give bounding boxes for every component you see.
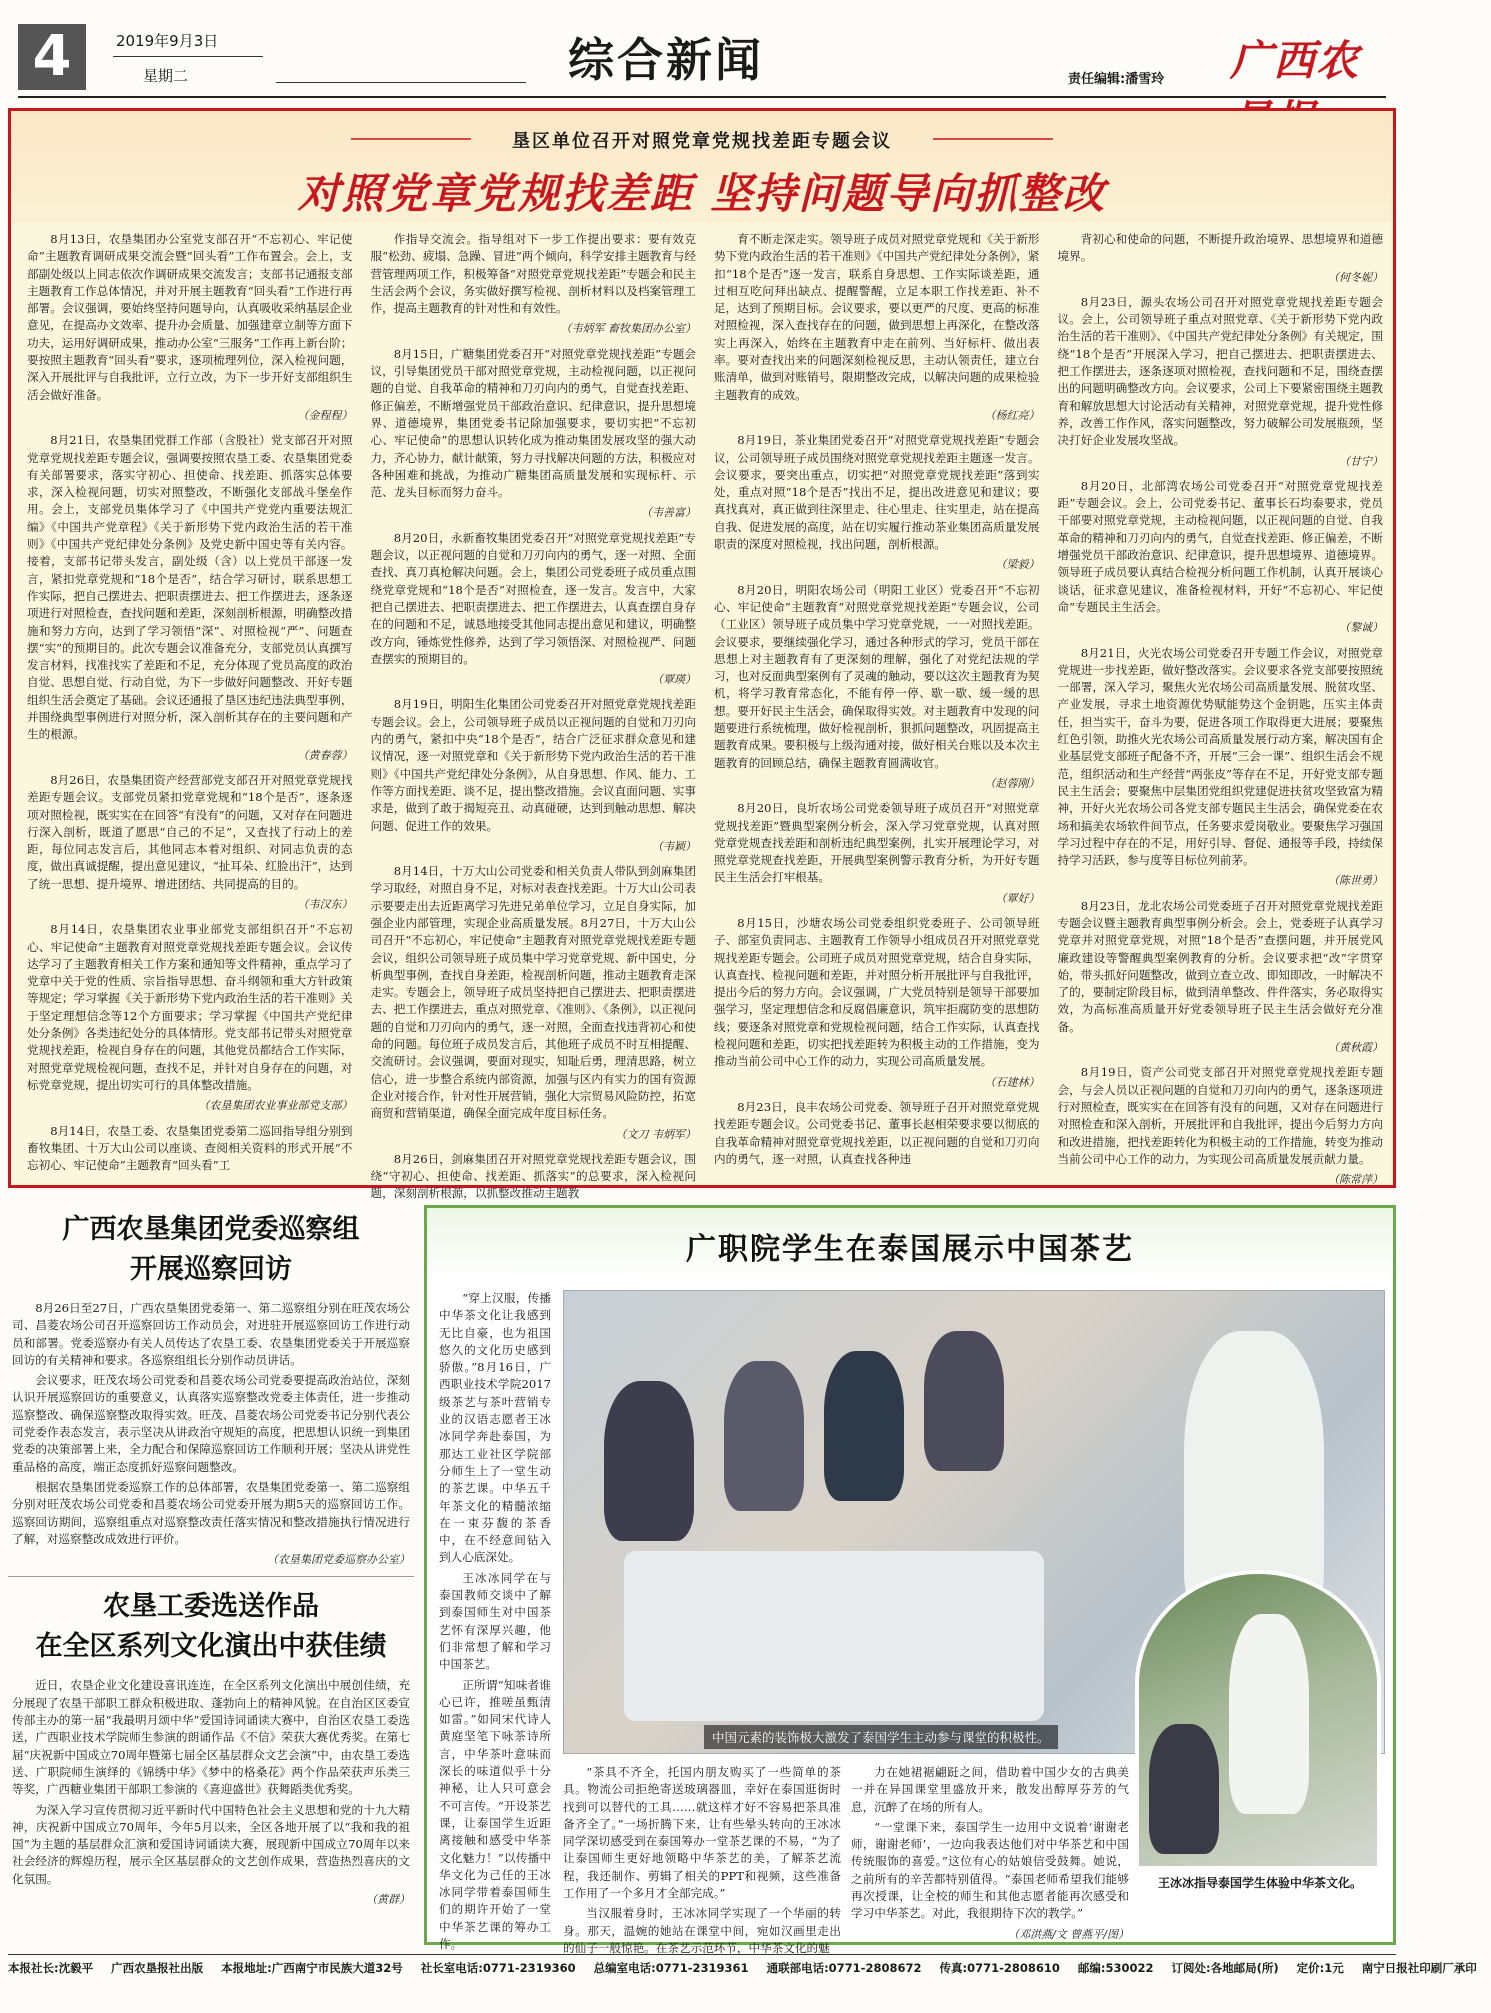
masthead-rule (113, 56, 263, 57)
byline: （赵蓉刚） (984, 776, 1040, 790)
page-number: 4 (18, 24, 86, 90)
photo-figure (1149, 1724, 1219, 1854)
paragraph: 8月21日，火光农场公司党委召开专题工作会议，对照党章党规进一步找差距，做好整改落实。会议要求各党支部要按照统一部署，深入学习，聚焦火光农场公司高质量发展、脱贫攻坚、产业发展，寻求土地资源优势赋能势这个金钥匙，压实主体责任，担当实干，奋斗为要，促进各项工作取得更大进展；要聚焦红色引领，助推火光农场公司高质量发展行动方案，解决国有企业基层党支部班子配备不齐，开展“三会一课”、组织生活会不规范，组织活动和生产经营“两张皮”等存在不足，开好党支部专题民主生活会；要聚焦中层集团党组织党建促进扶贫攻坚致富为精神，开好火光农场公司各党支部专题民主生活会，确保党委在农场和搞美农场软件间节点，任务要求爱岗敬业。要聚焦学习强国学习过程中存在的不足，用好引导、督促、通报等手段，持续保持学习活跃，参与度等目标位列前茅。 (1057, 645, 1383, 868)
paragraph: “一堂课下来，泰国学生一边用中文说着‘谢谢老师，谢谢老师’，一边向我表达他们对中华茶艺和中国传统服饰的喜爱。”这位有心的姑娘信受鼓舞。她说，之前所有的辛苦都特别值得。“泰国老师希望我们能够再次授课，让全校的师生和其他志愿者能再次感受和学习中华茶艺。对此，我很期待下次的教学。” (851, 1819, 1129, 1921)
byline: （石建林） (984, 1075, 1040, 1089)
footer-item: 定价:1元 (1296, 1961, 1344, 1975)
masthead-rule (276, 82, 526, 83)
paragraph: 8月14日，农垦工委、农垦集团党委第二巡回指导组分别到畜牧集团、十万大山公司以座谈、查阅相关资料的形式开展“不忘初心、牢记使命”主题教育“回头看”工 (27, 1123, 353, 1173)
photo-caption: 王冰冰指导泰国学生体验中华茶文化。 (1157, 1876, 1362, 1890)
feature-column (1057, 231, 1384, 1187)
paragraph: “穿上汉服，传播中华茶文化让我感到无比自豪，也为祖国悠久的文化历史感到骄傲。”8月16日，广西职业技术学院2017级茶艺与茶叶营销专业的汉语志愿者王冰冰同学奔赴泰国，为那达工业社区学院部分师生上了一堂生动的茶艺课。中华五千年茶文化的精髓浓缩在一束芬馥的茶香中，在不经意间钻入到人心底深处。 (439, 1291, 551, 1565)
photo-figure (824, 1351, 904, 1501)
paragraph: 作指导交流会。指导组对下一步工作提出要求：要有效克服“松劲、疲塌、急躁、冒进”两个倾向，科学安排主题教育与经营管理两项工作，积极筹备“对照党章党规找差距”专题会和民主生活会两个会议，务实做好撰写检视、剖析材料以及档案管理工作，提高主题教育的针对性和有效性。 (370, 232, 696, 316)
byline: （陈常萍） (1328, 1173, 1383, 1187)
tea-demo-photo (1135, 1570, 1381, 1870)
paragraph: 8月15日，沙塘农场公司党委组织党委班子、公司领导班子、部室负责同志、主题教育工作领导小组成员召开对照党章党规找差距专题会。公司班子成员对照党章党规，结合自身实际，认真查找、检视问题和差距，并对照分析开展批评与自我批评，提出今后的努力方向。会议强调，广大党员特别是领导干部要加强学习，坚定理想信念和反腐倡廉意识，筑牢拒腐防变的思想防线；要逐条对照党章和党规检视问题，结合工作实际，认真查找检视问题和差距，切实把找差距转为积极主动的工作措施，变为推动当前公司中心工作的动力，实现公司高质量发展。 (714, 915, 1040, 1069)
photo-figure (724, 1361, 804, 1511)
byline: （农垦集团党委巡察办公室） (267, 1553, 410, 1567)
paragraph: 8月20日，永新畜牧集团党委召开“对照党章党规找差距”专题会议，以正视问题的自觉和刀刃向内的勇气，逐一对照、全面查找、真刀真枪解决问题。会上，集团公司党委班子成员重点围绕党章党规和“18个是否”对照检查，逐一发言。发言中，大家把自己摆进去、把职责摆进去、把工作摆进去，认真查摆自身存在的问题和不足，诚恳地接受其他同志提出意见和建议，明确整改方向，锤炼党性修养，达到了学习领悟深、对照检视严、问题查摆实的预期目的。 (370, 530, 696, 666)
paragraph: 当汉服着身时，王冰冰同学实现了一个华丽的转身。那天，温婉的她站在课堂中间，宛如汉画里走出的仙子一般惊艳。在茶艺示范环节，中华茶文化的魅 (563, 1906, 841, 1955)
paragraph: 8月23日，龙北农场公司党委班子召开对照党章党规找差距专题会议暨主题教育典型事例分析会。会上，党委班子认真学习党章并对照党章党规，对照“18个是否”查摆问题，并开展党风廉政建设等警醒典型案例教育的分析。会议要求把“改”字贯穿始，带头抓好问题整改，做到立查立改、即知即改，一时解决不了的，要制定阶段目标，做到清单整改、件件落实，务必取得实效，为高标准高质量开好党委领导班子民主生活会做好充分准备。 (1057, 898, 1383, 1034)
paragraph: 会议要求，旺茂农场公司党委和昌菱农场公司党委要提高政治站位，深刻认识开展巡察回访的重要意义，认真落实巡察整改党委主体责任，进一步推动巡察整改、确保巡察整改取得实效。旺茂、昌菱农场公司党委书记分别代表公司党委作表态发言，表示坚决从讲政治守规矩的高度，把思想认识统一到集团党委的决策部署上来，全力配合和保障巡察回访工作顺利开展；坚决从讲党性重品格的高度，端正态度抓好巡察问题整改。 (12, 1373, 410, 1474)
byline: （韦炳军 畜牧集团办公室） (560, 322, 696, 336)
byline: （覃瑛） (652, 673, 696, 687)
footer-item: 本报地址:广西南宁市民族大道32号 (221, 1961, 403, 1975)
headline-line: 开展巡察回访 (130, 1254, 292, 1285)
byline: （黄秋霞） (1328, 1041, 1383, 1055)
byline: （韦善富） (641, 506, 696, 520)
byline: （金程程） (297, 408, 353, 422)
byline: （陈世勇） (1328, 874, 1383, 888)
feature-column (370, 231, 697, 1201)
masthead (18, 10, 1386, 92)
story-headline (8, 1210, 414, 1290)
byline: （杨红亮） (984, 408, 1040, 422)
byline: （邓洪燕/文 曾燕平/图） (1008, 1927, 1129, 1941)
tea-header (427, 1208, 1393, 1280)
footer-item: 邮编:530022 (1077, 1961, 1154, 1975)
footer-item: 南宁日报社印刷厂承印 (1361, 1961, 1477, 1975)
feature-columns (27, 231, 1383, 1201)
paragraph: 8月14日，十万大山公司党委和相关负责人带队到剑麻集团学习取经，对照自身不足，对标对表查找差距。十万大山公司表示要要走出去近距离学习先进兄弟单位学习，立足自身实际，加强企业内部管理，实现企业高质量发展。8月27日，十万大山公司召开“不忘初心，牢记使命”主题教育对照党章党规找差距专题会议，组织公司领导班子成员集中学习党章党规、新中国史，分析典型事例，查找自身差距，检视剖析问题，推动主题教育走深走实。专题会上，领导班子成员坚持把自己摆进去、把职责摆进去、把工作摆进去，重点对照党章、《准则》、《条例》，以正视问题的自觉和刀刃向内的勇气，逐一对照，全面查找违背初心和使命的问题。每位班子成员发言后，其他班子成员不时互相提醒、交流研讨。会议强调，要面对现实，知耻后勇，理清思路，树立信心，进一步整合系统内部资源，加强与区内有实力的国有资源企业对接合作，针对性开展营销，强化大宗贸易风险防控，拓宽商贸和营销渠道，确保全面完成年度目标任务。 (370, 864, 696, 1121)
paragraph: 8月23日，源头农场公司召开对照党章党规找差距专题会议。会上，公司领导班子重点对照党章、《关于新形势下党内政治生活的若干准则》、《中国共产党纪律处分条例》有关规定，围绕“18个是否”开展深入学习，把自己摆进去、把职责摆进去、把工作摆进去，逐条逐项对照检视，查找问题和不足，围绕查摆出的问题明确整改方向。会议要求，公司上下要紧密围绕主题教育和解放思想大讨论活动有关精神，对照党章党规，提升党性修养，改善工作作风，落实问题整改，努力破解公司发展瓶颈，坚决打好企业发展攻坚战。 (1057, 294, 1383, 448)
masthead-divider (18, 96, 1386, 98)
subtitle-rule (933, 138, 1053, 140)
byline: （梁毅） (995, 558, 1040, 572)
photo-figure (1229, 1614, 1309, 1814)
paragraph: 8月15日，广糖集团党委召开“对照党章党规找差距”专题会议，引导集团党员干部对照党章党规，主动检视问题，以正视问题的自觉、自我革命的精神和刀刃向内的勇气，自觉查找差距、修正偏差，不断增强党员干部政治意识、纪律意识，提升思想境界、道德境界，集团党委书记除加强要求，要切实把“不忘初心、牢记使命”的思想认识转化成为推动集团发展攻坚的强大动力，齐心协力，献计献策，努力寻找解决问题的方法，积极应对各种困难和挑战，为推动广糖集团高质量发展和实现标杆、示范、龙头目标而努力奋斗。 (370, 346, 696, 500)
story-headline (8, 1587, 414, 1667)
tea-column (851, 1764, 1129, 1940)
byline: （文刀 韦炳军） (615, 1127, 696, 1141)
byline: （黄群） (366, 1893, 410, 1907)
paragraph: 背初心和使命的问题，不断提升政治境界、思想境界和道德境界。 (1057, 232, 1383, 264)
paragraph: 育不断走深走实。领导班子成员对照党章党规和《关于新形势下党内政治生活的若干准则》《中国共产党纪律处分条例》，紧扣“18个是否”逐一发言，联系自身思想、工作实际谈差距，通过相互吃问拜出缺点、提醒警醒，立足本职工作找差距、补不足，达到了预期目标。会议要求，要以更严的尺度、更高的标准对照检视，深入查找存在的问题，做到思想上再深化，在整改落实上再深入，始终在主题教育中走在前列、当好标杆、做出表率。要对查找出来的问题深刻检视反思，主动认领责任，建立台账清单，做到对账销号，限期整改完成，以解决问题的成果检验主题教育的成效。 (714, 232, 1040, 402)
issue-date: 2019年9月3日 (116, 32, 219, 50)
byline: （甘宁） (1339, 454, 1383, 468)
byline: （黎诚） (1339, 621, 1383, 635)
story-divider (8, 1576, 414, 1577)
photo-caption: 中国元素的装饰极大激发了泰国学生主动参与课堂的积极性。 (704, 1725, 1058, 1749)
footer-item: 总编室电话:0771-2319361 (593, 1961, 749, 1975)
byline: （覃好） (995, 891, 1040, 905)
paragraph: 8月19日，茶业集团党委召开“对照党章党规找差距”专题会议，公司领导班子成员围绕对照党章党规找差距主题逐一发言。会议要求，要突出重点，切实把“对照党章党规找差距”落到实处，重点对照“18个是否”找出不足，提出改进意见和建议；要真找真对，真正做到往深里走、往心里走、往实里走，站在提高自我、促进发展的高度，站在切实履行推动茶业集团高质量发展职责的深度对照检视，找出问题，剖析根源。 (714, 433, 1040, 552)
paragraph: 8月20日，良圻农场公司党委领导班子成员召开“对照党章党规找差距”暨典型案例分析会，深入学习党章党规，认真对照党章党规查找差距和剖析违纪典型案例，扎实开展理论学习，对照党章党规查找差距，开展典型案例警示教育分析，为开好专题民主生活会打牢根基。 (714, 801, 1040, 885)
paragraph: 8月14日，农垦集团农业事业部党支部组织召开“不忘初心、牢记使命”主题教育对照党章党规找差距专题会议。会议传达学习了主题教育相关工作方案和通知等文件精神，重点学习了党章中关于党的性质、宗旨指导思想、奋斗纲领和重大方针政策等规定；学习掌握《关于新形势下党内政治生活的若干准则》关于坚定理想信念等12个方面要求；学习掌握《中国共产党纪律处分条例》各类违纪处分的具体情形。党支部书记带头对照党章党规找差距，检视自身存在的问题，其他党员都结合工作实际，对照党章党规检视问题，查找不足，并针对自身存在的问题，对标党章党规，提出切实可行的具体整改措施。 (27, 922, 353, 1092)
paragraph: 8月21日，农垦集团党群工作部（含股社）党支部召开对照党章党规找差距专题会议，强调要按照农垦工委、农垦集团党委有关部署要求，落实守初心、担使命、找差距、抓落实总体要求，深入检视问题，切实对照整改，不断强化支部战斗堡垒作用。会上，支部党员集体学习了《中国共产党党内重要法规汇编》《中国共产党章程》《关于新形势下党内政治生活的若干准则》《中国共产党纪律处分条例》及党史新中国史等有关内容。接着，支部书记带头发言，副处级（含）以上党员干部逐一发言，紧扣党章党规和“18个是否”，结合学习研讨，联系思想工作实际，把自己摆进去、把职责摆进去、把工作摆进去，逐条逐项进行对照检查，查找问题和差距，深刻剖析根源，明确整改措施和努力方向，达到了学习领悟“深”、对照检视“严”、问题查摆“实”的预期目的。此次专题会议准备充分，支部党员认真撰写发言材料，找准找实了差距和不足，充分体现了党员高度的政治自觉、思想自觉、行动自觉，为下一步做好问题整改、开好专题组织生活会奠定了基础。会议还通报了垦区违纪违法典型事例，并围绕典型事例进行对照分析，深入剖析其存在的主要问题和产生的根源。 (27, 433, 353, 742)
story-body (8, 1677, 414, 1908)
left-stories (8, 1200, 414, 1945)
issue-weekday: 星期二 (143, 67, 189, 85)
story-inspection (8, 1210, 414, 1568)
feature-subtitle: 垦区单位召开对照党章党规找差距专题会议 (512, 131, 892, 152)
paragraph: 8月19日，资产公司党支部召开对照党章党规找差距专题会，与会人员以正视问题的自觉和刀刃向内的勇气，逐条逐项进行对照检查，既实实在在回答有没有的问题，又对存在问题进行对照检查和深入剖析，开展批评和自我批评，提出今后努力方向和改进措施，把找差距转化为积极主动的工作措施，转变为推动当前公司中心工作的动力，为实现公司高质量发展贡献力量。 (1057, 1065, 1383, 1166)
footer-item: 通联部电话:0771-2808672 (766, 1961, 922, 1975)
footer-divider (8, 1954, 1396, 1955)
footer-item: 订阅处:各地邮局(所) (1171, 1961, 1279, 1975)
footer (8, 1960, 1477, 1976)
story-culture-award (8, 1587, 414, 1908)
photo-table (624, 1551, 1044, 1721)
footer-item: 社长室电话:0771-2319360 (420, 1961, 576, 1975)
paragraph: 8月26日至27日，广西农垦集团党委第一、第二巡察组分别在旺茂农场公司、昌菱农场公司召开巡察回访工作动员会，对进驻开展巡察回访工作进行动员和部署。党委巡察办有关人员传达了农垦工委、农垦集团党委关于开展巡察回访的有关精神和要求。各巡察组组长分别作动员讲话。 (12, 1301, 410, 1367)
paragraph: 王冰冰同学在与泰国教师交谈中了解到泰国师生对中国茶艺怀有深厚兴趣，他们非常想了解和学习中国茶艺。 (439, 1570, 551, 1672)
paragraph: 根据农垦集团党委巡察工作的总体部署，农垦集团党委第一、第二巡察组分别对旺茂农场公司党委和昌菱农场公司党委开展为期5天的巡察回访工作。巡察回访期间，巡察组重点对巡察整改责任落实情况和整改措施执行情况进行了解，对巡察整改成效进行评价。 (12, 1479, 410, 1546)
paragraph: 为深入学习宣传贯彻习近平新时代中国特色社会主义思想和党的十九大精神，庆祝新中国成立70周年，今年5月以来，全区各地开展了以“我和我的祖国”为主题的基层群众汇演和爱国诗词诵读大赛，展现新中国成立70周年以来社会经济的辉煌历程，展示全区基层群众的文艺创作成果，营造热烈喜庆的文化氛围。 (12, 1802, 410, 1886)
paragraph: 8月19日，明阳生化集团公司党委召开对照党章党规找差距专题会议。会上，公司领导班子成员以正视问题的自觉和刀刃向内的勇气，紧扣中央“18个是否”，结合广泛征求群众意见和建议情况，逐一对照党章和《关于新形势下党内政治生活的若干准则》《中国共产党纪律处分条例》，从自身思想、作风、能力、工作等方面找差距、谈不足，提出整改措施。会议直面问题、实事求是，做到了敢于揭短亮丑、动真碰硬，达到到触动思想、解决问题、促进工作的效果。 (370, 697, 696, 833)
byline: （农垦集团农业事业部党支部） (198, 1099, 353, 1113)
photo-figure (924, 1331, 1004, 1471)
paragraph: 8月20日，明阳农场公司（明阳工业区）党委召开“不忘初心、牢记使命”主题教育“对照党章党规找差距”专题会议，公司（工业区）领导班子成员集中学习党章党规，一一对照找差距。会议要求，要继续强化学习，通过各种形式的学习，党员干部在思想上对主题教育有了更深刻的理解，强化了对党纪法规的学习，也对反面典型案例有了灵魂的触动，要以这次主题教育为契机，将学习教育常态化，不能有停一停、歇一歇、缓一缓的思想。要开好民主生活会，确保取得实效。对主题教育中发现的问题要进行系统梳理，做好检视剖析，狠抓问题整改，巩固提高主题教育成果。要积极与上级沟通对接，做好相关台账以及本次主题教育的回顾总结，确保主题教育圆满收官。 (714, 582, 1040, 770)
paragraph: 8月20日，北部湾农场公司党委召开“对照党章党规找差距”专题会议。会上，公司党委书记、董事长石均泰要求，党员干部要对照党章党规，主动检视问题，以正视问题的自觉、自我革命的精神和刀刃向内的勇气，自觉查找差距、修正偏差，不断增强党员干部政治意识、纪律意识，提升思想境界、道德境界。领导班子成员要认真结合检视分析问题工作机制，认真开展谈心谈话，征求意见建议，准备检视材料，开好“不忘初心、牢记使命”专题民主生活会。 (1057, 478, 1383, 614)
tea-column (439, 1290, 551, 1951)
paragraph: 8月26日，剑麻集团召开对照党章党规找差距专题会议，围绕“守初心、担使命、找差距、抓落实”的总要求，深入检视问题，深刻剖析根源，以抓整改推动主题教 (370, 1151, 696, 1201)
paragraph: 正所谓“知味者谁心已许，推嗟虽甄清如雷。”如同宋代诗人黄庭坚笔下咏茶诗所言，中华茶叶意味而深长的味道似乎十分神秘，让人只可意会不可言传。“开设茶艺课，让泰国学生近距离接触和感受中华茶文化魅力！”以传播中华文化为己任的王冰冰同学带着泰国师生们的期许开始了一堂中华茶艺课的筹办工作。 (439, 1677, 551, 1951)
tea-column (563, 1764, 841, 1955)
feature-column (27, 231, 353, 1181)
headline-line: 广西农垦集团党委巡察组 (62, 1214, 360, 1245)
story-body (8, 1300, 414, 1568)
tea-headline: 广职院学生在泰国展示中国茶艺 (686, 1232, 1134, 1267)
tea-article (424, 1205, 1396, 1955)
feature-article (8, 108, 1396, 1201)
paragraph: 8月23日，良丰农场公司党委、领导班子召开对照党章党规找差距专题会议。公司党委书记、董事长赵相荣要求要以彻底的自我革命精神对照党章党规找差距，以正视问题的自觉和刀刃向内的勇气，逐一对照，认真查找各种违 (714, 1099, 1040, 1166)
headline-line: 农垦工委选送作品 (103, 1591, 319, 1623)
byline: （何冬妮） (1328, 270, 1383, 284)
paragraph: “茶具不齐全，托国内朋友购买了一些简单的茶具。物流公司拒绝寄送玻璃器皿，幸好在泰国逛街时找到可以替代的工具……就这样才好不容易把茶具准备齐全了。”一场折腾下来，让有些晕头转向的王冰冰同学深切感受到在泰国筹办一堂茶艺课的不易，“为了让泰国师生更好地领略中华茶艺的美，了解茶艺流程，我还制作、剪辑了相关的PPT和视频，这些准备工作用了一个多月才全部完成。” (563, 1765, 841, 1901)
byline: （韦汉东） (297, 897, 353, 911)
feature-banner (11, 111, 1393, 223)
feature-headline: 对照党章党规找差距 坚持问题导向抓整改 (297, 169, 1107, 218)
paragraph: 8月13日，农垦集团办公室党支部召开“不忘初心、牢记使命”主题教育调研成果交流会暨“回头看”工作布置会。会上，支部副处级以上同志依次作调研成果交流发言；支部书记通报支部主题教育工作总体情况，并对开展主题教育“回头看”工作进行再部署。会议强调，要始终坚持问题导向，认真吸收采纳基层企业意见，在提高办文效率、提升办会质量、加强建章立制等方面下功夫，运用好调研成果，推动办公室“三服务”工作再上新台阶；要按照主题教育“回头看”要求，逐项梳理列位，深入检视问题，深入开展批评与自我批评，立行立改，为下一步开好支部组织生活会做好准备。 (27, 232, 353, 402)
byline: （黄春蓉） (297, 748, 353, 762)
editor-credit: 责任编辑:潘雪玲 (1068, 72, 1165, 87)
footer-item: 广西农垦报社出版 (111, 1961, 204, 1975)
photo-figure (604, 1381, 694, 1541)
newspaper-logo: 广西农 (1230, 36, 1360, 85)
feature-column (714, 231, 1040, 1181)
headline-line: 在全区系列文化演出中获佳绩 (35, 1631, 387, 1663)
footer-item: 本报社长:沈毅平 (8, 1961, 94, 1975)
paragraph: 8月26日，农垦集团资产经营部党支部召开对照党章党规找差距专题会议。支部党员紧扣党章党规和“18个是否”，逐条逐项对照检视，既实实在在回答“有没有”的问题，又对存在问题进行深入剖析，既道了愿思“自己的不足”，又查找了行动上的差距，每位同志发言后，其他同志本着对组织、对同志负责的态度，做出真诚提醒，提出意见建议，“扯耳朵、红脸出汗”，达到了统一思想、提升境界、增进团结、共同提高的目的。 (27, 772, 353, 891)
byline: （韦颖） (652, 839, 696, 853)
paragraph: 近日，农垦企业文化建设喜讯连连，在全区系列文化演出中展创佳绩，充分展现了农垦干部职工群众积极进取、蓬勃向上的精神风貌。在自治区区委宣传部主办的第一届“我最明月颂中华”爱国诗词诵读大赛中，自治区农垦工委选送，广西职业技术学院师生参演的朗诵作品《不信》荣获大赛优秀奖。在第七届“庆祝新中国成立70周年暨第七届全区基层群众文艺会演”中，由农垦工委选送、广职院师生演绎的《锦绣中华》《梦中的格桑花》两个作品荣获声乐类三等奖，广西糖业集团干部职工参演的《喜迎盛世》获舞蹈类优秀奖。 (12, 1678, 410, 1797)
section-title: 综合新闻 (568, 33, 764, 87)
footer-item: 传真:0771-2808610 (939, 1961, 1060, 1975)
paragraph: 力在她裙裾翩跹之间，借助着中国少女的古典美一并在异国课堂里盛放开来，散发出醇厚芬芳的气息，沉醉了在场的所有人。 (851, 1765, 1129, 1814)
